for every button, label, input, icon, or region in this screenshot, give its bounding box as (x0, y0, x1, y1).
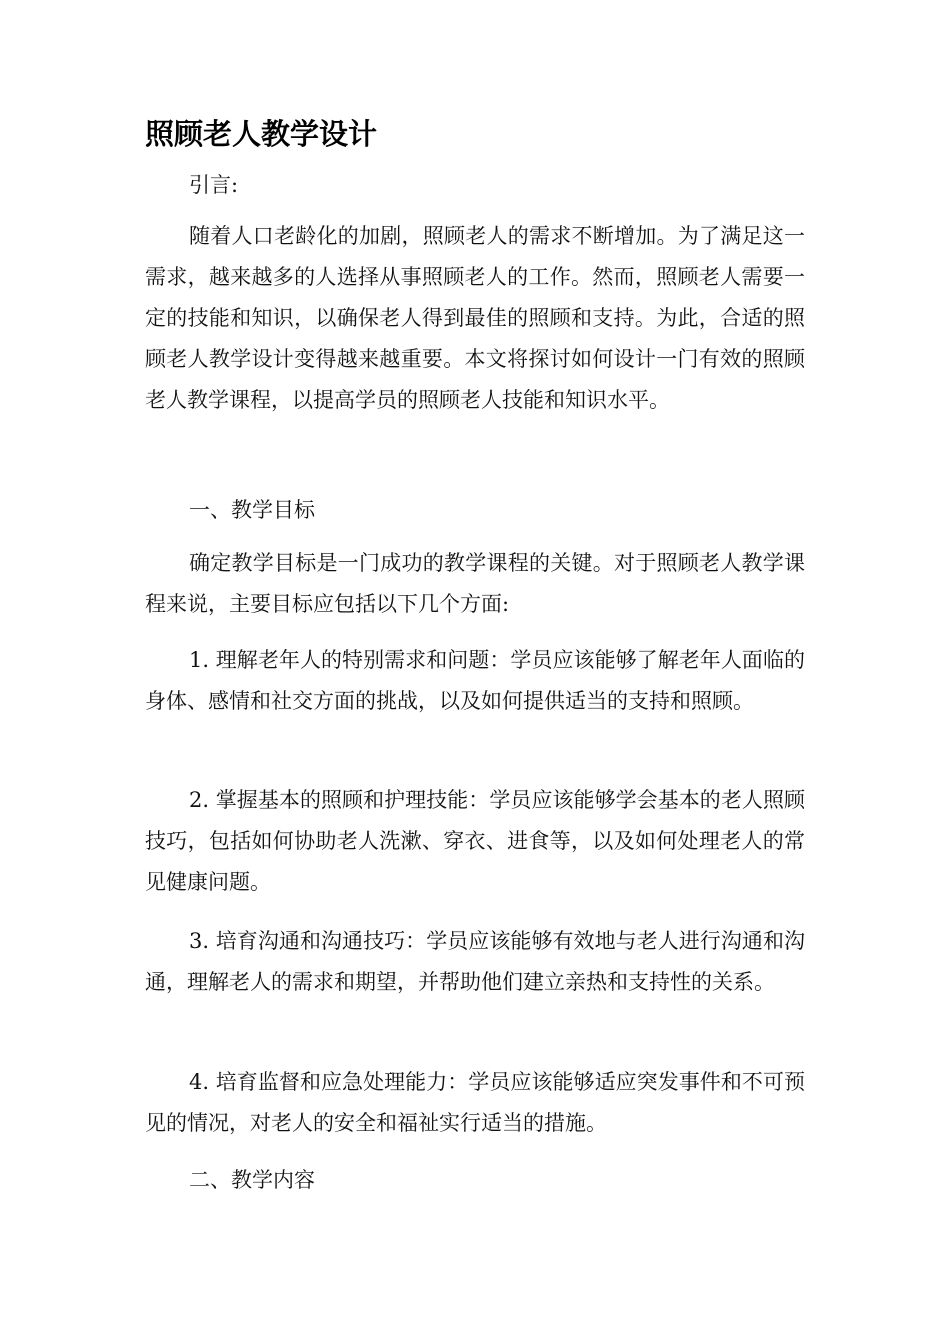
list-item-goal-3: 3. 培育沟通和沟通技巧：学员应该能够有效地与老人进行沟通和沟通，理解老人的需求和期望，并帮助他们建立亲热和支持性的关系。 (145, 929, 805, 994)
section-heading-goals: 一、教学目标 (189, 498, 315, 522)
paragraph-intro-label: 引言: (189, 173, 239, 197)
section-heading-content: 二、教学内容 (189, 1168, 315, 1192)
list-item-goal-1: 1. 理解老年人的特别需求和问题：学员应该能够了解老年人面临的身体、感情和社交方面的挑战，以及如何提供适当的支持和照顾。 (145, 648, 805, 713)
document-title: 照顾老人教学设计 (145, 117, 378, 151)
paragraph-intro-body: 随着人口老龄化的加剧，照顾老人的需求不断增加。为了满足这一需求，越来越多的人选择从事照顾老人的工作。然而，照顾老人需要一定的技能和知识，以确保老人得到最佳的照顾和支持。为此，合适的照顾老人教学设计变得越来越重要。本文将探讨如何设计一门有效的照顾老人教学课程，以提高学员的照顾老人技能和知识水平。 (145, 224, 805, 412)
list-item-goal-4: 4. 培育监督和应急处理能力：学员应该能够适应突发事件和不可预见的情况，对老人的安全和福祉实行适当的措施。 (145, 1070, 805, 1135)
list-item-goal-2: 2. 掌握基本的照顾和护理技能：学员应该能够学会基本的老人照顾技巧，包括如何协助老人洗漱、穿衣、进食等，以及如何处理老人的常见健康问题。 (145, 788, 805, 894)
paragraph-goals-intro: 确定教学目标是一门成功的教学课程的关键。对于照顾老人教学课程来说，主要目标应包括以下几个方面: (145, 551, 805, 616)
